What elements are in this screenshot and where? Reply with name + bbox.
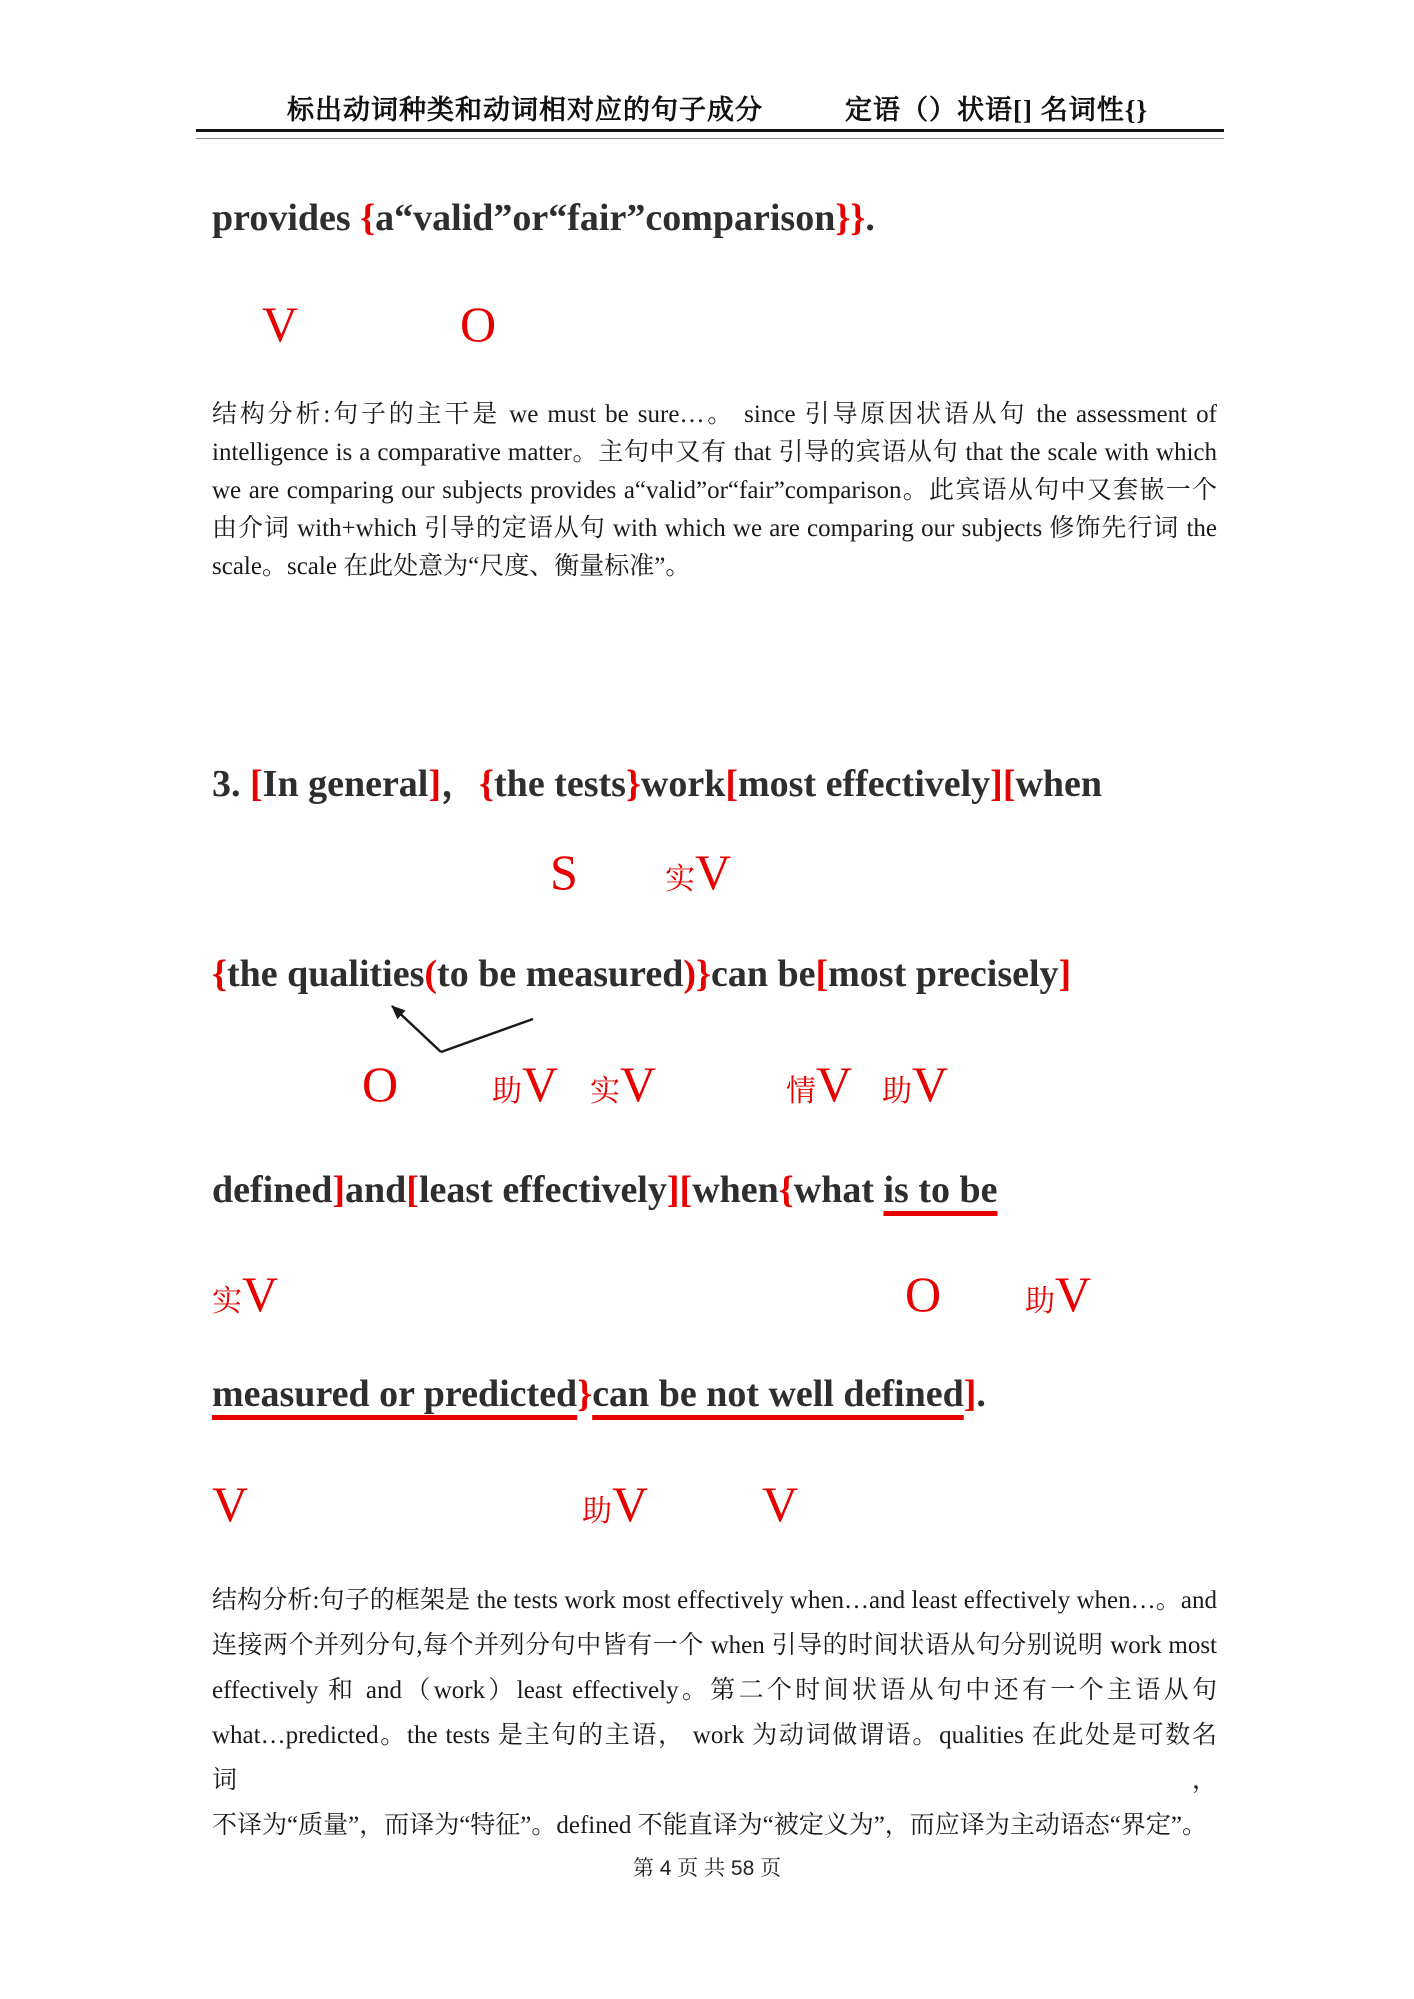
analysis-line: 结构分析:句子的主干是 we must be sure…。 since 引导原因状语从句 the assessment of [212,401,1217,428]
grammar-label-en: V [620,1056,657,1112]
grammar-label-cn: 实 [665,863,695,896]
grammar-label-en: V [242,1266,279,1322]
text-segment: { [479,763,495,805]
text-segment: is to be [883,1169,998,1211]
grammar-label-row-2 [0,840,1414,912]
analysis-paragraph-2 [212,1578,1217,1848]
grammar-label-row-1 [0,292,1414,364]
grammar-label-en: V [816,1056,853,1112]
grammar-label-notional-verb [590,1052,656,1129]
grammar-label-verb [762,1472,798,1549]
analysis-line: 结构分析:句子的框架是 the tests work most effectively when…and least effectively when…。and [212,1587,1217,1614]
grammar-label-auxiliary-verb [882,1052,948,1129]
text-segment: the tests [494,763,626,805]
grammar-label-cn: 助 [492,1075,522,1108]
grammar-label-en: V [612,1476,649,1532]
grammar-label-row-4 [0,1262,1414,1334]
text-segment: [ [250,763,263,805]
grammar-label-cn: 实 [212,1285,242,1318]
text-segment: and [345,1169,407,1211]
grammar-label-cn: 情 [786,1075,816,1108]
header-annotation-legend: 定语（）状语[] 名词性{} [845,95,1149,125]
text-segment: { [360,197,376,239]
header-rule-thin [196,138,1224,139]
text-segment: { [212,953,227,995]
grammar-label-row-3 [0,1052,1414,1124]
text-segment: }} [835,197,866,239]
text-segment: ， [441,763,480,805]
header-rule-thick [196,129,1224,132]
analysis-line: 连接两个并列分句,每个并列分句中皆有一个 when 引导的时间状语从句分别说明 work most [212,1632,1217,1659]
grammar-label-object [905,1262,941,1339]
text-segment: work [640,763,726,805]
text-segment: when [1015,763,1103,805]
grammar-label-object [362,1052,398,1129]
grammar-label-auxiliary-verb [1025,1262,1091,1339]
sentence-3-line-3 [212,1164,997,1216]
text-segment: measured or predicted [212,1373,578,1415]
grammar-label-cn: 助 [882,1075,912,1108]
analysis-line: scale。scale 在此处意为“尺度、衡量标准”。 [212,553,691,580]
analysis-line: we are comparing our subjects provides a“valid”or“fair”comparison。此宾语从句中又套嵌一个 [212,477,1217,504]
text-segment: ] [428,763,442,805]
analysis-line: effectively 和 and（work）least effectively。第二个时间状语从句中还有一个主语从句 [212,1677,1217,1704]
text-segment: provides [212,197,361,239]
analysis-line: what…predicted。the tests 是主句的主语， work 为动词做谓语。qualities 在此处是可数名词， [212,1722,1217,1794]
grammar-label-en: V [1055,1266,1092,1322]
grammar-label-en: V [912,1056,949,1112]
grammar-label-en: V [262,296,299,352]
grammar-label-modal-verb [786,1052,852,1129]
text-segment: ] [1058,953,1072,995]
text-segment: least effectively [418,1169,667,1211]
text-segment: ][ [990,763,1016,805]
text-segment: can be [710,953,816,995]
text-segment: . [865,197,875,239]
grammar-label-en: V [522,1056,559,1112]
text-segment: { [778,1169,794,1211]
analysis-line: 不译为“质量”，而译为“特征”。defined 不能直译为“被定义为”，而应译为主动语态“界定”。 [212,1812,1207,1839]
header-instruction-title: 标出动词种类和动词相对应的句子成分 [287,95,763,125]
sentence-3-line-4 [212,1368,986,1420]
sentence-3-line-2 [212,948,1071,1000]
grammar-label-object [460,292,496,369]
grammar-label-row-5 [0,1472,1414,1544]
grammar-label-verb [262,292,298,369]
text-segment: when [692,1169,779,1211]
text-segment: } [577,1373,593,1415]
text-segment: } [625,763,641,805]
text-segment: most effectively [738,763,991,805]
grammar-label-en: O [362,1056,399,1112]
text-segment: a“valid”or“fair”comparison [375,197,836,239]
text-segment: [ [815,953,829,995]
grammar-label-en: V [762,1476,799,1532]
grammar-label-notional-verb [212,1262,278,1339]
text-segment: ][ [666,1169,693,1211]
sentence-2-tail-line [212,192,875,244]
text-segment: most precisely [828,953,1059,995]
text-segment: ] [963,1373,977,1415]
grammar-label-verb [212,1472,248,1549]
grammar-label-cn: 助 [582,1495,612,1528]
text-segment: ( [424,953,438,995]
text-segment: [ [406,1169,419,1211]
grammar-label-en: O [460,296,497,352]
grammar-label-en: S [550,844,578,900]
page-number: 第 4 页 共 58 页 [632,1857,782,1880]
text-segment: to be measured [437,953,684,995]
grammar-label-cn: 实 [590,1075,620,1108]
grammar-label-cn: 助 [1025,1285,1055,1318]
text-segment: . [976,1373,986,1415]
grammar-label-en: V [695,844,732,900]
grammar-label-en: O [905,1266,942,1322]
grammar-label-auxiliary-verb [582,1472,648,1549]
text-segment: [ [725,763,739,805]
grammar-label-subject [550,840,578,917]
grammar-label-auxiliary-verb [492,1052,558,1129]
text-segment: can be not well defined [592,1373,964,1415]
analysis-paragraph-1 [212,396,1217,586]
text-segment: the qualities [226,953,425,995]
text-segment: )} [683,953,711,995]
grammar-label-en: V [212,1476,249,1532]
text-segment: what [793,1169,884,1211]
text-segment: In general [262,763,429,805]
sentence-3-line-1 [212,758,1102,810]
grammar-label-notional-verb [665,840,731,917]
analysis-line: 由介词 with+which 引导的定语从句 with which we are comparing our subjects 修饰先行词 the [212,515,1217,542]
text-segment: 3. [212,763,250,805]
analysis-line: intelligence is a comparative matter。主句中又有 that 引导的宾语从句 that the scale with which [212,439,1217,466]
text-segment: defined [212,1169,333,1211]
text-segment: ] [332,1169,346,1211]
